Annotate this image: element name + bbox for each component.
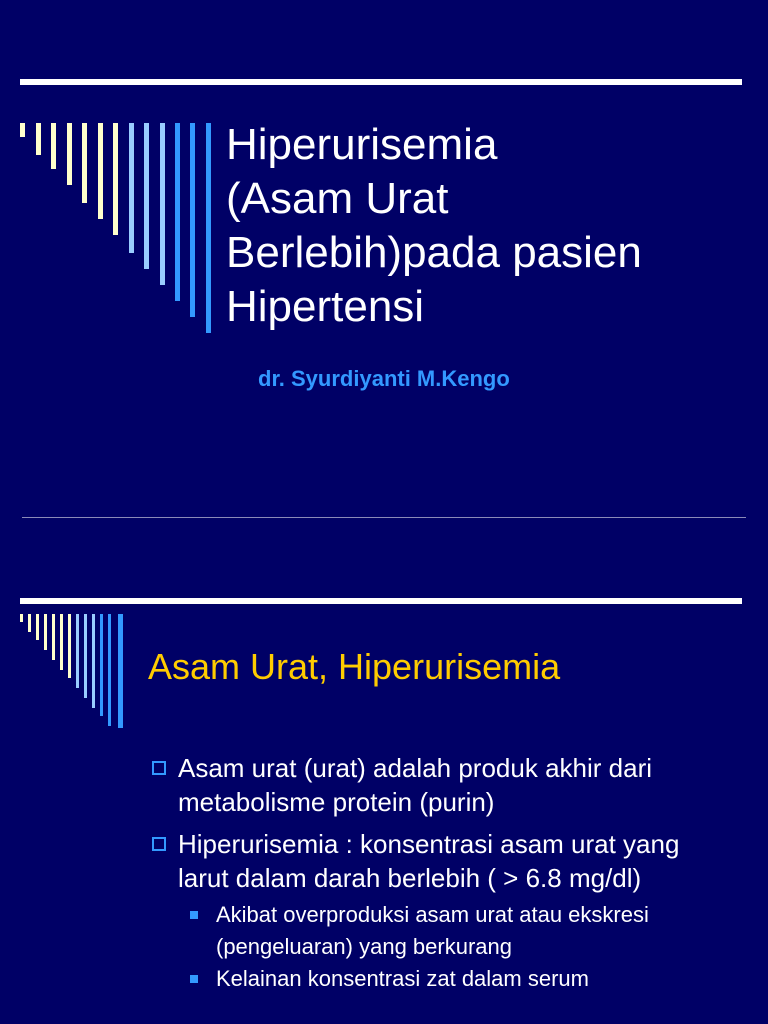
bar [92, 614, 95, 708]
title-line: (Asam Urat [226, 174, 449, 223]
title-line: Berlebih)pada pasien [226, 228, 642, 277]
bar [28, 614, 31, 632]
bar [190, 123, 195, 317]
list-item [150, 751, 730, 819]
title-line: Hipertensi [226, 282, 425, 331]
slide-title [226, 118, 746, 334]
bar [144, 123, 149, 269]
hollow-square-bullet-icon [152, 837, 166, 851]
bar [84, 614, 87, 698]
list-item [182, 963, 730, 995]
bullet-list [150, 751, 730, 1003]
bar [113, 123, 118, 235]
bar [108, 614, 111, 726]
bullet-text: Asam urat (urat) adalah produk akhir dari metabolisme protein (purin) [178, 753, 653, 817]
filled-square-bullet-icon [190, 975, 198, 983]
sub-bullet-list [178, 899, 730, 995]
title-line: Hiperurisemia [226, 120, 498, 169]
author-subtitle: dr. Syurdiyanti M.Kengo [258, 366, 510, 391]
bar [20, 614, 23, 622]
slide-title: Asam Urat, Hiperurisemia [148, 646, 561, 687]
decorative-bars [0, 0, 220, 340]
bullet-text: Hiperurisemia : konsentrasi asam urat yang larut dalam darah berlebih ( > 6.8 mg/dl) [178, 829, 680, 893]
bar [76, 614, 79, 688]
bar [118, 614, 123, 728]
list-item [182, 899, 730, 963]
decorative-bars [0, 548, 130, 748]
bar [100, 614, 103, 716]
content-slide [0, 548, 768, 1024]
bar [51, 123, 56, 169]
bar [52, 614, 55, 660]
sub-bullet-text: Kelainan konsentrasi zat dalam serum [216, 966, 589, 991]
bar [36, 123, 41, 155]
list-item [150, 827, 730, 995]
slide-divider [22, 517, 746, 518]
bar [36, 614, 39, 640]
bar [20, 123, 25, 137]
hollow-square-bullet-icon [152, 761, 166, 775]
bar [98, 123, 103, 219]
sub-bullet-text: Akibat overproduksi asam urat atau ekskresi (pengeluaran) yang berkurang [216, 902, 649, 959]
bar [44, 614, 47, 650]
bar [82, 123, 87, 203]
bar [129, 123, 134, 253]
bar [68, 614, 71, 678]
bar [206, 123, 211, 333]
bar [60, 614, 63, 670]
bar [160, 123, 165, 285]
bar [67, 123, 72, 185]
filled-square-bullet-icon [190, 911, 198, 919]
bar [175, 123, 180, 301]
